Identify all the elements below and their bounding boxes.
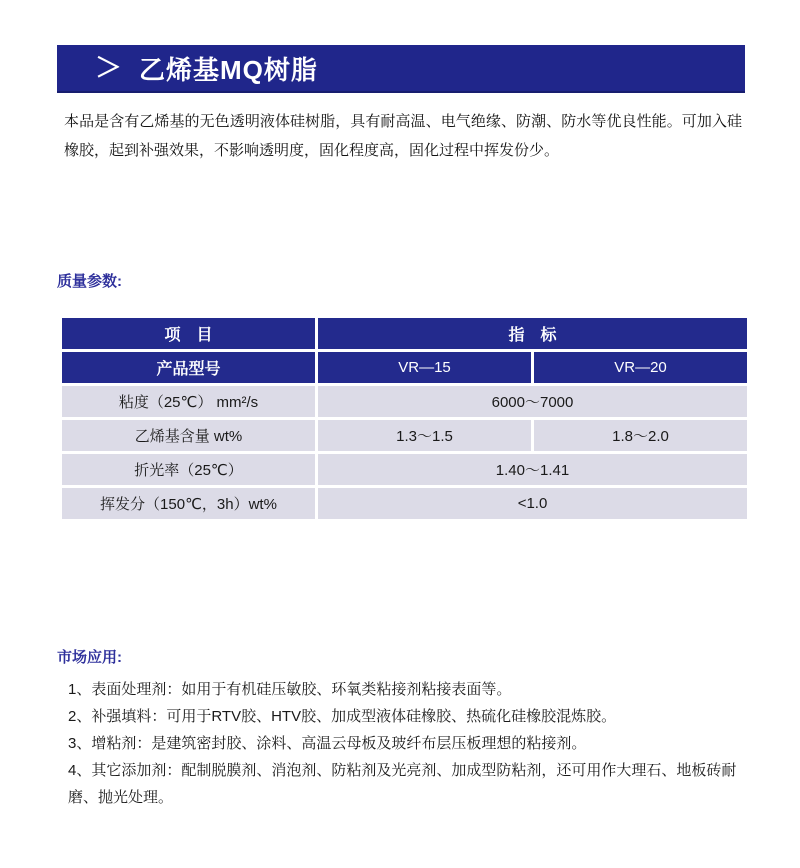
table-cell-viscosity-label: 粘度（25℃） mm²/s — [62, 386, 315, 417]
table-cell-vinyl-content-vr20: 1.8～2.0 — [534, 420, 747, 451]
table-cell-model-vr20: VR—20 — [534, 352, 747, 383]
table-cell-refractive-index-value: 1.40～1.41 — [318, 454, 747, 485]
chevron-right-icon: ＞ — [95, 52, 122, 83]
table-cell-volatile-label: 挥发分（150℃，3h）wt% — [62, 488, 315, 519]
page-title-banner — [57, 45, 745, 93]
list-item: 2、补强填料：可用于RTV胶、HTV胶、加成型液体硅橡胶、热硫化硅橡胶混炼胶。 — [68, 708, 617, 725]
section-label-quality-parameters: 质量参数: — [57, 273, 122, 290]
list-item: 4、其它添加剂：配制脱膜剂、消泡剂、防粘剂及光亮剂、加成型防粘剂，还可用作大理石、地板砖耐磨、抛光处理。 — [68, 762, 737, 806]
section-label-market-applications: 市场应用: — [57, 649, 122, 666]
quality-parameters-table — [62, 318, 747, 519]
table-header-item: 项 目 — [62, 318, 315, 349]
table-header-spec: 指 标 — [318, 318, 747, 349]
table-cell-model-vr15: VR—15 — [318, 352, 531, 383]
list-item: 3、增粘剂：是建筑密封胶、涂料、高温云母板及玻纤布层压板理想的粘接剂。 — [68, 735, 587, 752]
table-cell-viscosity-value: 6000～7000 — [318, 386, 747, 417]
table-cell-refractive-index-label: 折光率（25℃） — [62, 454, 315, 485]
list-item: 1、表面处理剂：如用于有机硅压敏胶、环氧类粘接剂粘接表面等。 — [68, 681, 512, 698]
table-cell-vinyl-content-vr15: 1.3～1.5 — [318, 420, 531, 451]
page-title: 乙烯基MQ树脂 — [139, 54, 318, 85]
table-cell-model-label: 产品型号 — [62, 352, 315, 383]
market-applications-list — [68, 676, 750, 811]
table-cell-vinyl-content-label: 乙烯基含量 wt% — [62, 420, 315, 451]
product-description: 本品是含有乙烯基的无色透明液体硅树脂，具有耐高温、电气绝缘、防潮、防水等优良性能。可加入硅橡胶，起到补强效果，不影响透明度，固化程度高，固化过程中挥发份少。 — [64, 113, 742, 159]
table-cell-volatile-value: <1.0 — [318, 488, 747, 519]
